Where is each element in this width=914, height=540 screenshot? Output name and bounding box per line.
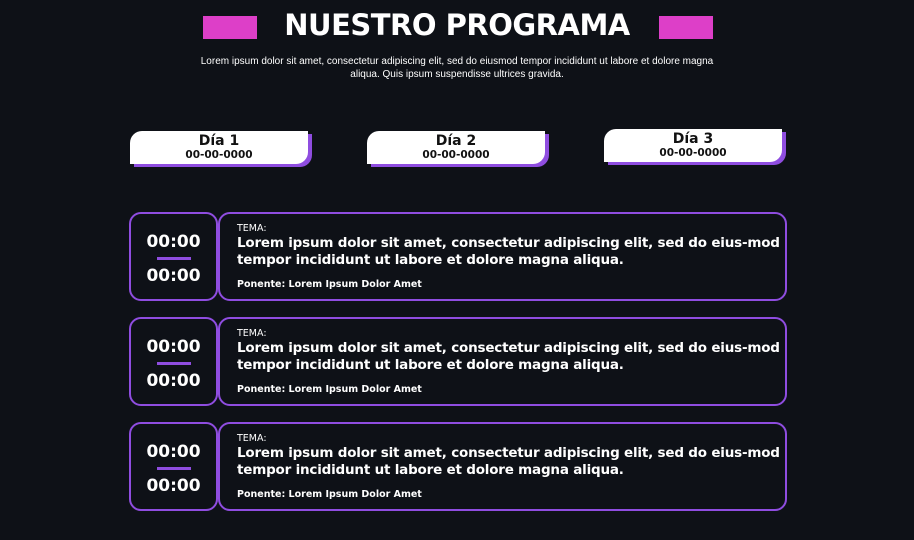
tab-label: Día 3 bbox=[672, 131, 714, 147]
session-time bbox=[129, 422, 218, 511]
page-subtitle: Lorem ipsum dolor sit amet, consectetur adipiscing elit, sed do eiusmod tempor incididunt ut labore et dolore magna aliqua. Quis ipsum suspendisse ultrices gravida. bbox=[200, 56, 714, 80]
session-content bbox=[218, 317, 787, 406]
session-row bbox=[129, 422, 787, 511]
session-time bbox=[129, 212, 218, 301]
speaker: Ponente: Lorem Ipsum Dolor Amet bbox=[237, 279, 422, 290]
tab-day-3[interactable] bbox=[604, 129, 782, 162]
session-time bbox=[129, 317, 218, 406]
speaker: Ponente: Lorem Ipsum Dolor Amet bbox=[237, 384, 422, 395]
end-time: 00:00 bbox=[146, 266, 201, 286]
start-time: 00:00 bbox=[146, 232, 201, 252]
tab-date: 00-00-0000 bbox=[422, 149, 490, 161]
tab-date: 00-00-0000 bbox=[659, 147, 727, 159]
topic-label: TEMA: bbox=[237, 223, 267, 234]
session-content bbox=[218, 212, 787, 301]
session-row bbox=[129, 212, 787, 301]
session-content bbox=[218, 422, 787, 511]
tab-date: 00-00-0000 bbox=[185, 149, 253, 161]
topic-label: TEMA: bbox=[237, 433, 267, 444]
start-time: 00:00 bbox=[146, 442, 201, 462]
end-time: 00:00 bbox=[146, 371, 201, 391]
time-divider bbox=[157, 257, 191, 260]
tab-label: Día 1 bbox=[198, 133, 240, 149]
topic-text: Lorem ipsum dolor sit amet, consectetur adipiscing elit, sed do eius-mod tempor incididunt ut labore et dolore magna aliqua. bbox=[237, 235, 780, 268]
topic-label: TEMA: bbox=[237, 328, 267, 339]
end-time: 00:00 bbox=[146, 476, 201, 496]
topic-text: Lorem ipsum dolor sit amet, consectetur adipiscing elit, sed do eius-mod tempor incididunt ut labore et dolore magna aliqua. bbox=[237, 445, 780, 478]
start-time: 00:00 bbox=[146, 337, 201, 357]
page-title: NUESTRO PROGRAMA bbox=[284, 8, 630, 42]
time-divider bbox=[157, 362, 191, 365]
session-row bbox=[129, 317, 787, 406]
speaker: Ponente: Lorem Ipsum Dolor Amet bbox=[237, 489, 422, 500]
tab-label: Día 2 bbox=[435, 133, 477, 149]
topic-text: Lorem ipsum dolor sit amet, consectetur adipiscing elit, sed do eius-mod tempor incididunt ut labore et dolore magna aliqua. bbox=[237, 340, 780, 373]
tab-day-1[interactable] bbox=[130, 131, 308, 164]
time-divider bbox=[157, 467, 191, 470]
tab-day-2[interactable] bbox=[367, 131, 545, 164]
